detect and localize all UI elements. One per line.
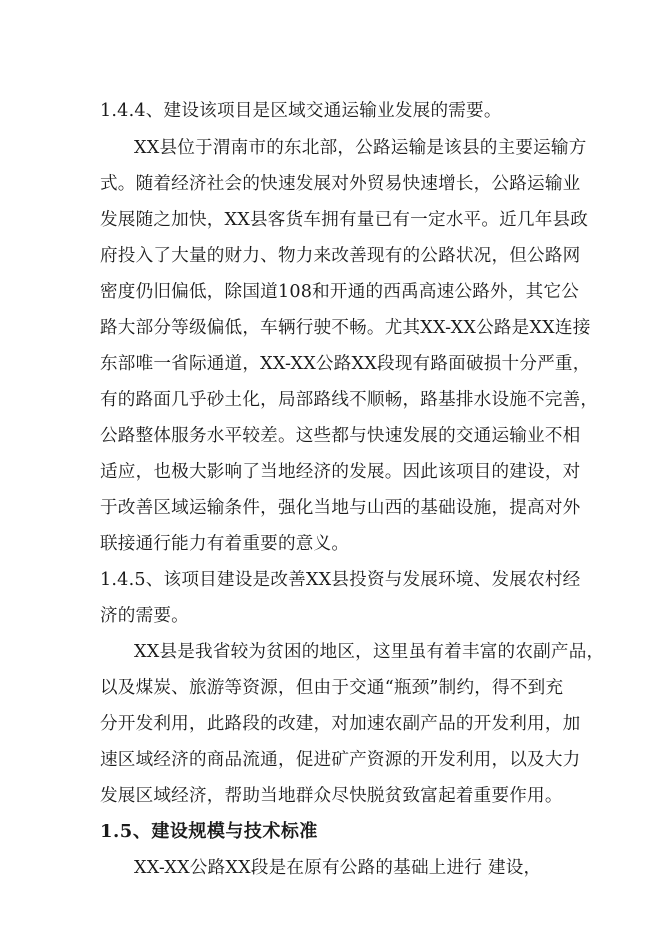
paragraph-line: 联接通行能力有着重要的意义。 [100, 534, 350, 554]
paragraph-line: XX县位于渭南市的东北部，公路运输是该县的主要运输方 [134, 138, 587, 158]
paragraph-line: 公路整体服务水平较差。这些都与快速发展的交通运输业不相 [100, 426, 581, 446]
paragraph-line: 东部唯一省际通道，XX-XX公路XX段现有路面破损十分严重， [100, 354, 591, 374]
paragraph-line: 于改善区域运输条件，强化当地与山西的基础设施，提高对外 [100, 498, 581, 518]
paragraph-line: 适应，也极大影响了当地经济的发展。因此该项目的建设，对 [100, 462, 581, 482]
section-heading-1-5: 1.5、建设规模与技术标准 [100, 821, 318, 842]
subheading-1-4-4: 1.4.4、建设该项目是区域交通运输业发展的需要。 [100, 101, 502, 121]
paragraph-line: 式。随着经济社会的快速发展对外贸易快速增长，公路运输业 [100, 174, 581, 194]
paragraph-line: 密度仍旧偏低，除国道108和开通的西禹高速公路外，其它公 [100, 282, 580, 302]
paragraph-line: 府投入了大量的财力、物力来改善现有的公路状况，但公路网 [100, 246, 581, 266]
paragraph-line: XX-XX公路XX段是在原有公路的基础上进行 建设， [134, 858, 542, 878]
paragraph-line: 发展区域经济，帮助当地群众尽快脱贫致富起着重要作用。 [100, 786, 563, 806]
paragraph-line: 路大部分等级偏低，车辆行驶不畅。尤其XX-XX公路是XX连接 [100, 318, 591, 338]
paragraph-line: XX县是我省较为贫困的地区，这里虽有着丰富的农副产品， [134, 642, 605, 662]
paragraph-line: 有的路面几乎砂土化，局部路线不顺畅，路基排水设施不完善， [100, 390, 599, 410]
paragraph-line: 以及煤炭、旅游等资源，但由于交通“瓶颈”制约，得不到充 [100, 678, 564, 698]
paragraph-line: 分开发利用，此路段的改建，对加速农副产品的开发利用，加 [100, 714, 581, 734]
subheading-1-4-5-cont: 济的需要。 [100, 606, 189, 626]
paragraph-line: 发展随之加快，XX县客货车拥有量已有一定水平。近几年县政 [100, 210, 589, 230]
subheading-1-4-5: 1.4.5、该项目建设是改善XX县投资与发展环境、发展农村经 [100, 570, 581, 590]
paragraph-line: 速区域经济的商品流通，促进矿产资源的开发利用，以及大力 [100, 750, 581, 770]
